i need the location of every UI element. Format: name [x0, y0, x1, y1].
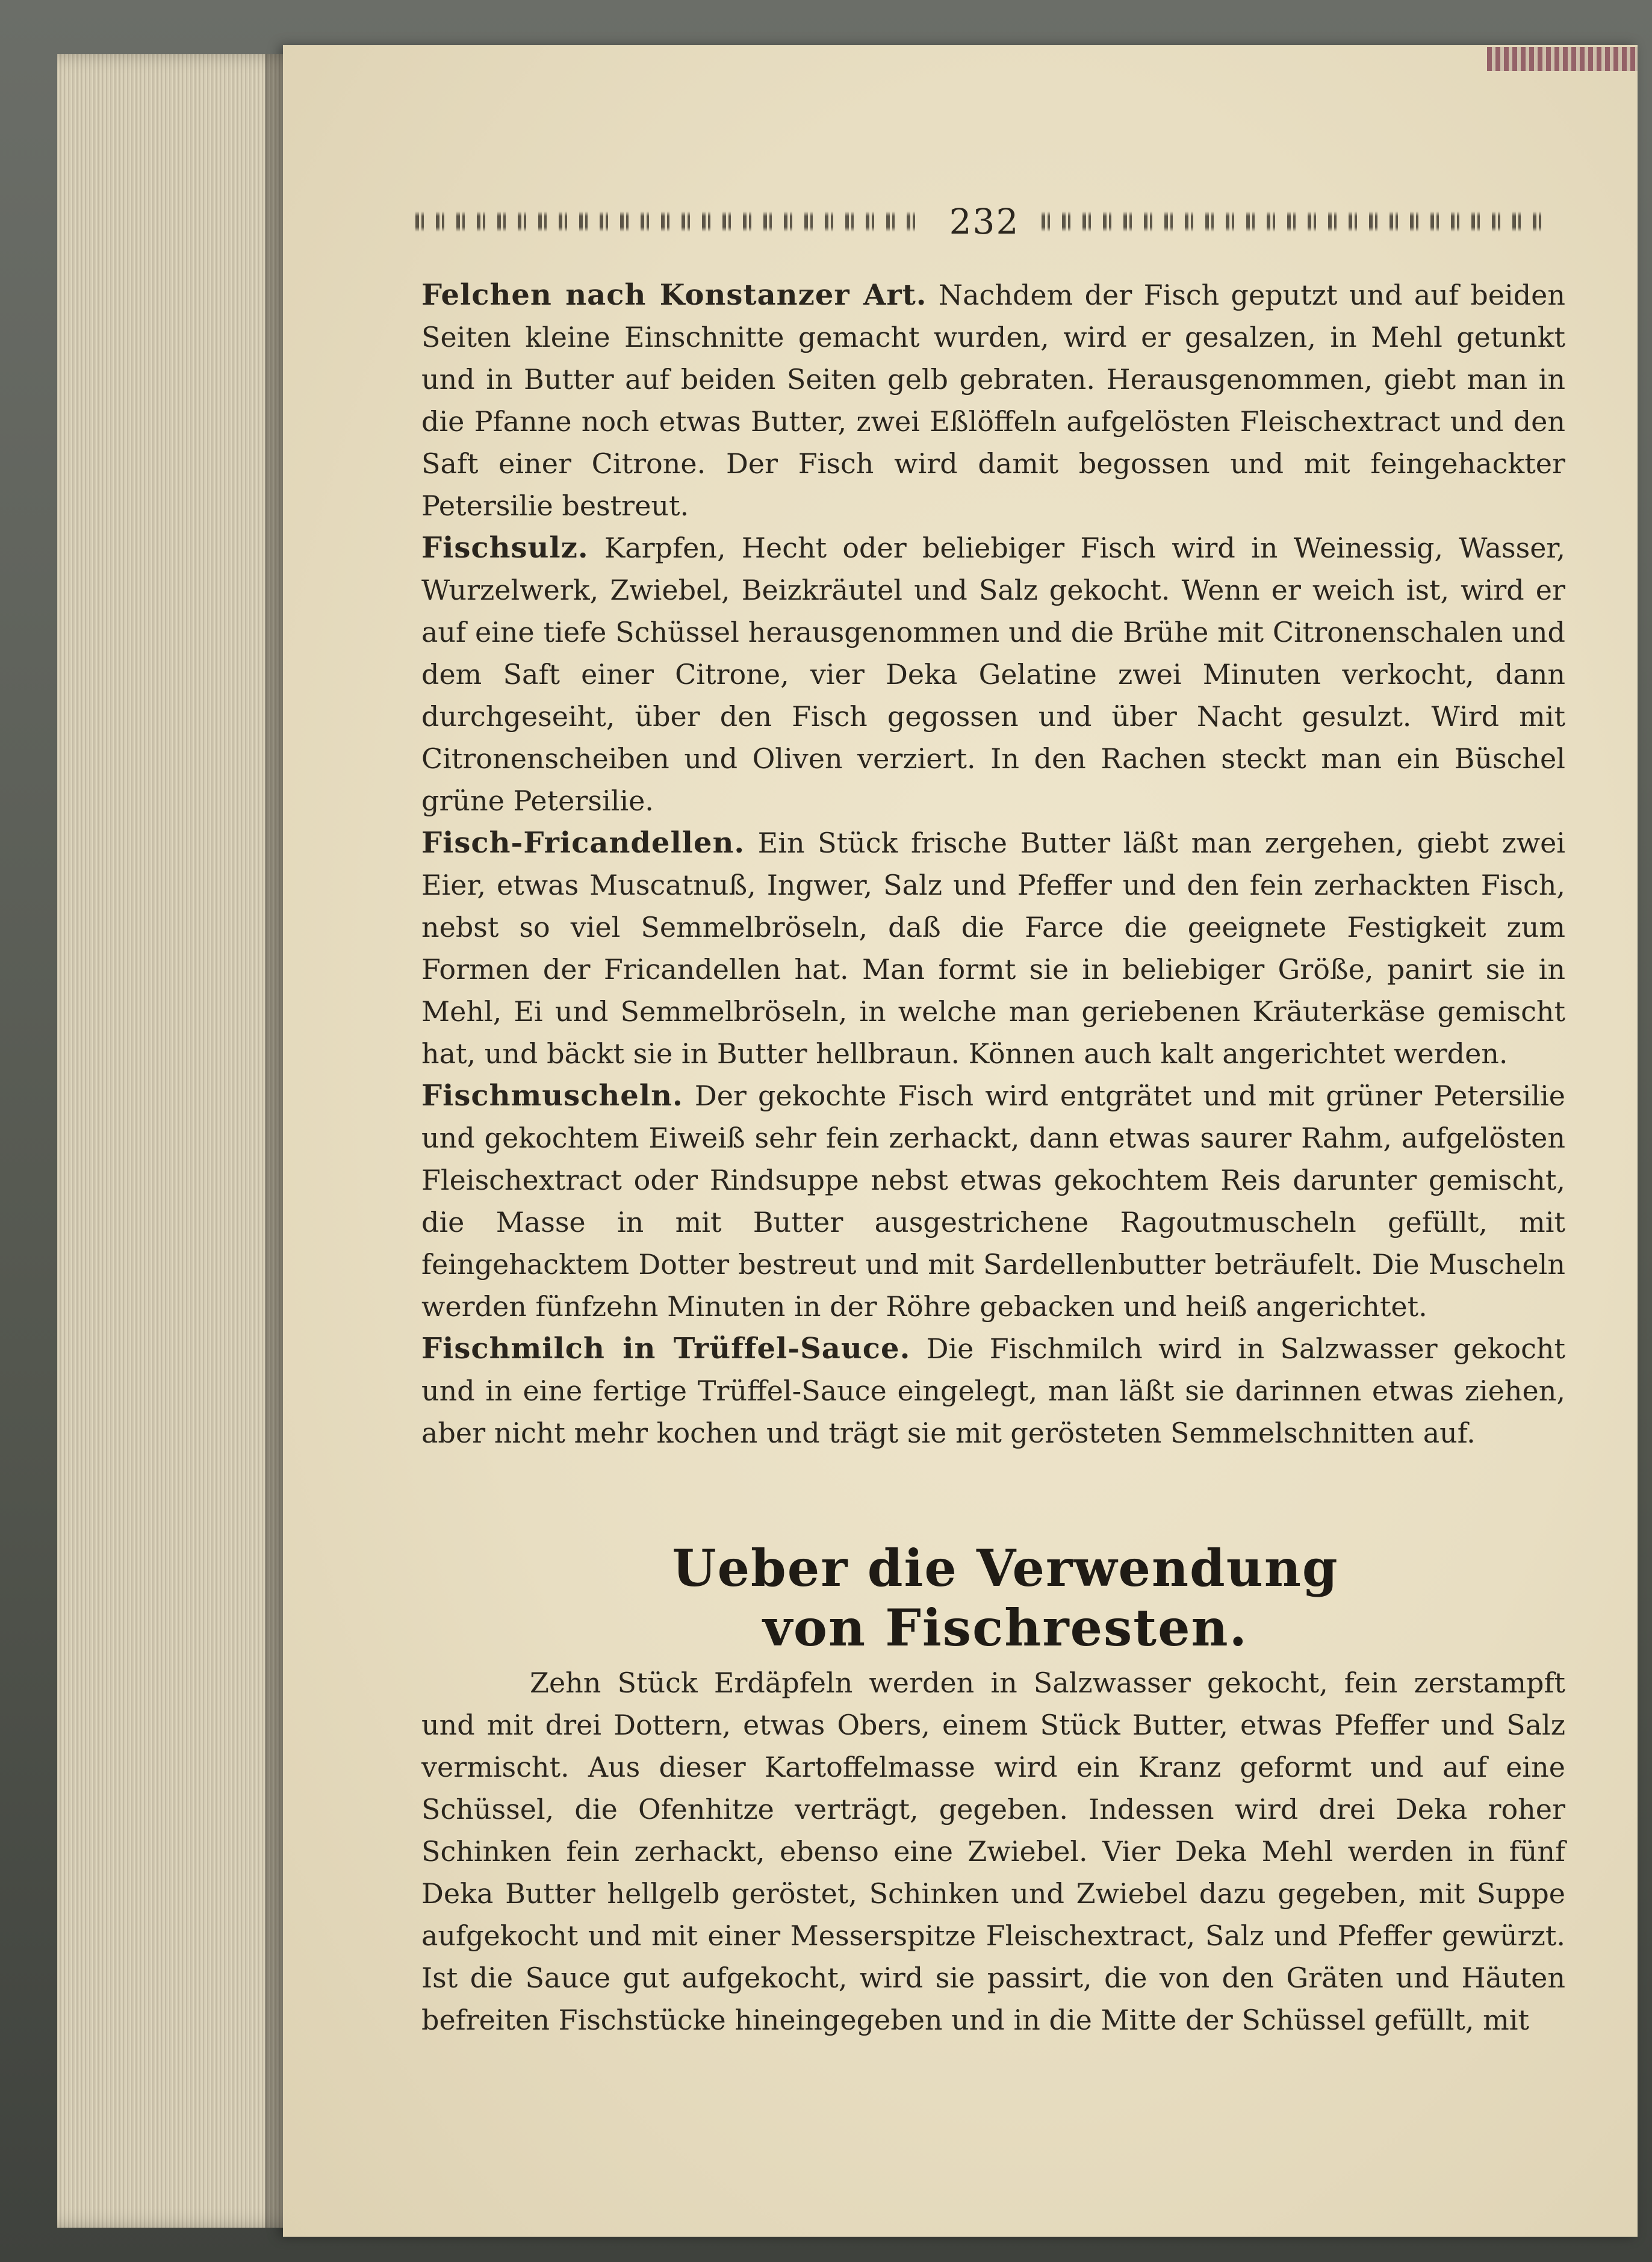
- recipe-text: Der gekochte Fisch wird entgrätet und mit grüner Petersilie und gekochtem Eiweiß sehr fein zerhackt, dann etwas saurer Rahm, aufgelösten Fleischextract oder Rindsuppe nebst etwas gekochtem Reis darunter gemischt, die Masse in mit Butter ausgestrichene Ragoutmuscheln gefüllt, mit feingehacktem Dotter bestreut und mit Sardellenbutter beträufelt. Die Muscheln werden fünfzehn Minuten in der Röhre gebacken und heiß angerichtet.: [421, 1080, 1566, 1323]
- recipe-heading: Felchen nach Konstanzer Art.: [421, 278, 927, 312]
- recipe-entry: [421, 822, 1565, 1075]
- section-paragraph: Zehn Stück Erdäpfeln werden in Salzwasser gekocht, fein zerstampft und mit drei Dottern, etwas Obers, einem Stück Butter, etwas Pfeffer und Salz vermischt. Aus dieser Kartoffelmasse wird ein Kranz geformt und auf eine Schüssel, die Ofenhitze verträgt, gegeben. Indessen wird drei Deka roher Schinken fein zerhackt, ebenso eine Zwiebel. Vier Deka Mehl werden in fünf Deka Butter hellgelb geröstet, Schinken und Zwiebel dazu gegeben, mit Suppe aufgekocht und mit einer Messerspitze Fleischextract, Salz und Pfeffer gewürzt. Ist die Sauce gut aufgekocht, wird sie passirt, die von den Gräten und Häuten befreiten Fischstücke hineingegeben und in die Mitte der Schüssel gefüllt, mit: [421, 1667, 1565, 2036]
- recipe-entry: [421, 527, 1565, 822]
- recipe-text: Nachdem der Fisch geputzt und auf beiden Seiten kleine Einschnitte gemacht wurden, wird er gesalzen, in Mehl getunkt und in Butter auf beiden Seiten gelb gebraten. Herausgenommen, giebt man in die Pfanne noch etwas Butter, zwei Eßlöffeln aufgelösten Fleischextract und den Saft einer Citrone. Der Fisch wird damit begossen und mit feingehackter Petersilie bestreut.: [421, 279, 1566, 522]
- header-ornament-left: [415, 211, 927, 232]
- recipe-text: Karpfen, Hecht oder beliebiger Fisch wird in Weinessig, Wasser, Wurzelwerk, Zwiebel, Beizkräutel und Salz gekocht. Wenn er weich ist, wird er auf eine tiefe Schüssel herausgenommen und die Brühe mit Citronenschalen und dem Saft einer Citrone, vier Deka Gelatine zwei Minuten verkocht, dann durchgeseiht, über den Fisch gegossen und über Nacht gesulzt. Wird mit Citronenscheiben und Oliven verziert. In den Rachen steckt man ein Büschel grüne Petersilie.: [421, 532, 1565, 817]
- page-number: 232: [949, 201, 1020, 242]
- section-title: Ueber die Verwendung von Fischresten.: [672, 1538, 1339, 1658]
- recipe-list: [421, 274, 1565, 1454]
- bookmark-ribbon: [1487, 47, 1638, 71]
- recipe-heading: Fischsulz.: [421, 531, 589, 565]
- recipe-heading: Fisch-Fricandellen.: [421, 826, 745, 860]
- recipe-text: Ein Stück frische Butter läßt man zergehen, giebt zwei Eier, etwas Muscatnuß, Ingwer, Salz und Pfeffer und den fein zerhackten Fisch, nebst so viel Semmelbröseln, daß die Farce die geeignete Festigkeit zum Formen der Fricandellen hat. Man formt sie in beliebiger Größe, panirt sie in Mehl, Ei und Semmelbröseln, in welche man geriebenen Kräuterkäse gemischt hat, und bäckt sie in Butter hellbraun. Können auch kalt angerichtet werden.: [421, 827, 1565, 1070]
- recipe-entry: [421, 274, 1565, 527]
- page-header: [415, 197, 1553, 246]
- recipe-entry: [421, 1075, 1565, 1328]
- recipe-heading: Fischmilch in Trüffel-Sauce.: [421, 1332, 911, 1366]
- section-body: [421, 1662, 1565, 2041]
- recipe-heading: Fischmuscheln.: [421, 1079, 683, 1113]
- recipe-entry: [421, 1328, 1565, 1454]
- recipe-text: Die Fischmilch wird in Salzwasser gekocht und in eine fertige Trüffel-Sauce eingelegt, man läßt sie darinnen etwas ziehen, aber nicht mehr kochen und trägt sie mit gerösteten Semmelschnitten auf.: [421, 1332, 1566, 1449]
- header-ornament-right: [1042, 211, 1553, 232]
